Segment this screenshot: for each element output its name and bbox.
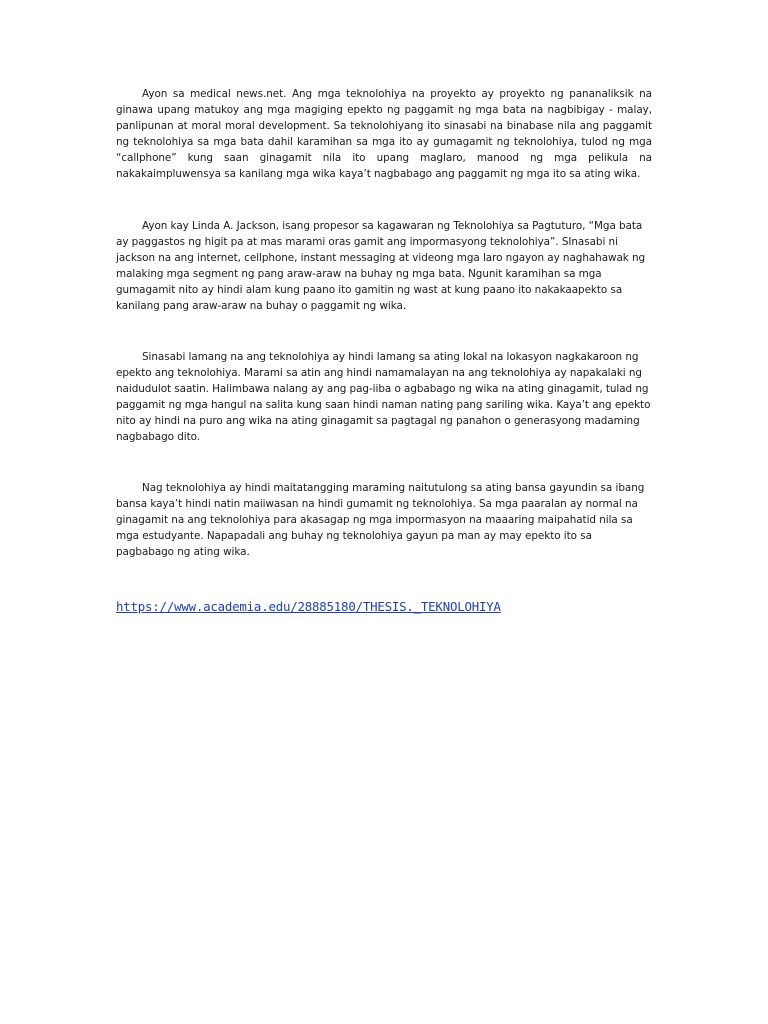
source-link[interactable]: https://www.academia.edu/28885180/THESIS._TEKNOLOHIYA [116,599,501,614]
paragraph-2: Ayon kay Linda A. Jackson, isang propesor sa kagawaran ng Teknolohiya sa Pagtuturo, “Mga bata ay paggastos ng higit pa at mas marami oras gamit ang impormasyong teknolohiya”. SInasabi ni jackson na ang internet, cellphone, instant messaging at videong mga laro ngayon ay naghahawak ng malaking mga segment ng pang araw-araw na buhay ng mga bata. Ngunit karamihan sa mga gumagamit nito ay hindi alam kung paano ito gamitin ng wast at kung paano ito nakakaapekto sa kanilang pang araw-araw na buhay o paggamit ng wika. [116,220,646,313]
paragraph-1: Ayon sa medical news.net. Ang mga teknolohiya na proyekto ay proyekto ng pananaliksik na ginawa upang matukoy ang mga magiging epekto ng paggamit ng mga bata na nagbibigay - malay, panlipunan at moral moral development. Sa teknolohiyang ito sinasabi na binabase nila ang paggamit ng teknolohiya sa mga bata dahil karamihan sa mga ito ay gumagamit ng teknolohiya, tulod ng mga “callphone” kung saan ginagamit nila ito upang maglaro, manood ng mga pelikula na nakakaimpluwensya sa kanilang mga wika kaya’t nagbabago ang paggamit ng mga ito sa ating wika. [116,88,652,181]
paragraph-4: Nag teknolohiya ay hindi maitatangging maraming naitutulong sa ating bansa gayundin sa ibang bansa kaya’t hindi natin maiiwasan na hindi gumamit ng teknolohiya. Sa mga paaralan ay normal na ginagamit na ang teknolohiya para akasagap ng mga impormasyon na maaaring maipahatid nila sa mga estudyante. Napapadali ang buhay ng teknolohiya gayun pa man ay may epekto ito sa pagbabago ng ating wika. [116,482,645,559]
paragraph-3: Sinasabi lamang na ang teknolohiya ay hindi lamang sa ating lokal na lokasyon nagkakaroon ng epekto ang teknolohiya. Marami sa atin ang hindi namamalayan na ang teknolohiya ay napakalaki ng naidudulot saatin. Halimbawa nalang ay ang pag-iiba o agbabago ng wika na ating ginagamit, tulad ng paggamit ng mga hangul na salita kung saan hindi naman nating pang sariling wika. Kaya’t ang epekto nito ay hindi na puro ang wika na ating ginagamit sa pagtagal ng panahon o generasyong madaming nagbabago dito. [116,351,651,444]
